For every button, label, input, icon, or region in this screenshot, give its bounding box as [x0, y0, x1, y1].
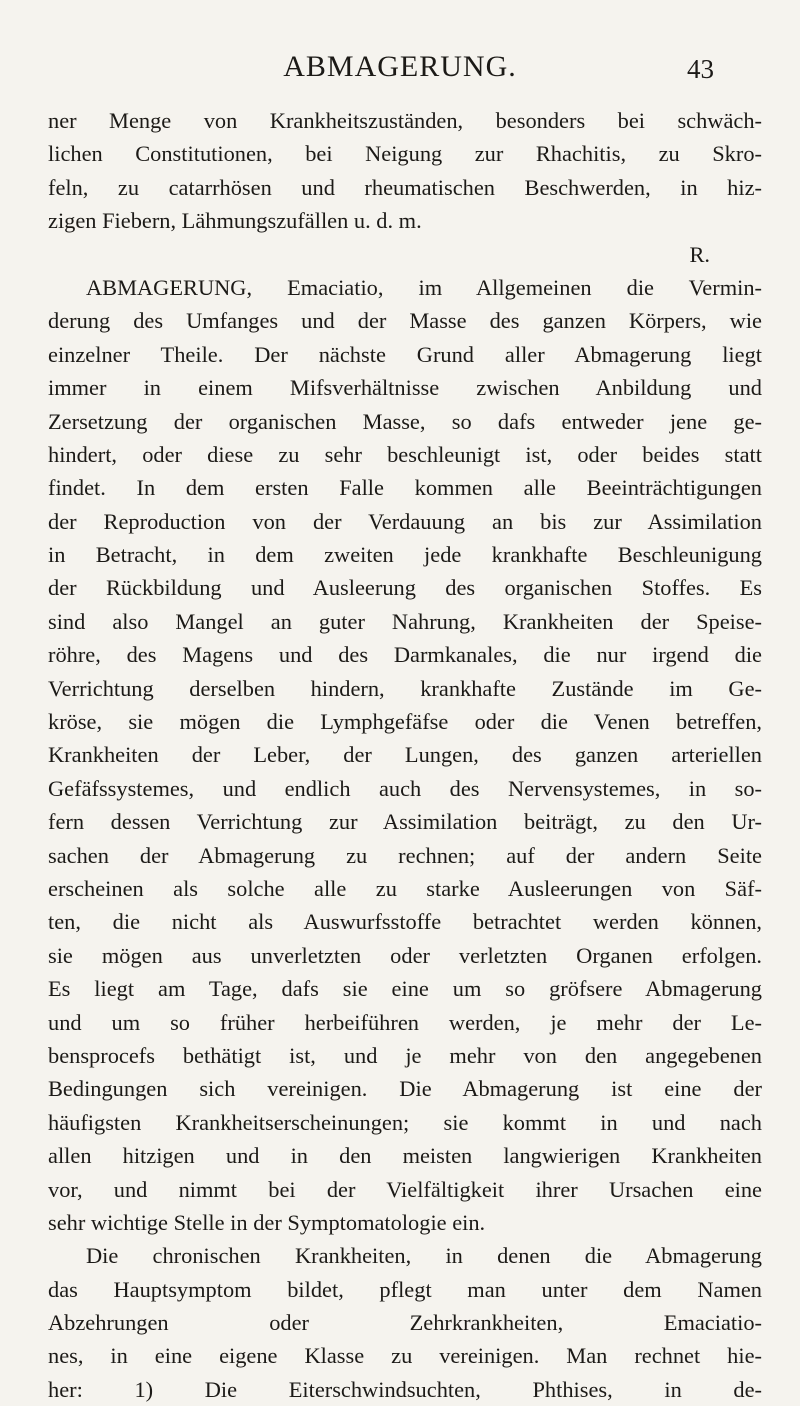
text-line: erscheinen als solche alle zu starke Ausleerungen von Säf-	[48, 875, 762, 901]
text-line: Zersetzung der organischen Masse, so dafs entweder jene ge-	[48, 408, 762, 434]
text-line: her: 1) Die Eiterschwindsuchten, Phthises, in de-	[48, 1376, 762, 1402]
text-line: das Hauptsymptom bildet, pflegt man unter dem Namen	[48, 1276, 762, 1302]
text-line: häufigsten Krankheitserscheinungen; sie kommt in und nach	[48, 1109, 762, 1135]
text-line: allen hitzigen und in den meisten langwierigen Krankheiten	[48, 1143, 762, 1169]
text-line: sachen der Abmagerung zu rechnen; auf der andern Seite	[48, 842, 762, 868]
text-line: feln, zu catarrhösen und rheumatischen Beschwerden, in hiz-	[48, 174, 762, 200]
author-signature: R.	[689, 241, 710, 267]
text-line: in Betracht, in dem zweiten jede krankhafte Beschleunigung	[48, 542, 762, 568]
text-line: sie mögen aus unverletzten oder verletzten Organen erfolgen.	[48, 942, 762, 968]
text-line: sehr wichtige Stelle in der Symptomatologie ein.	[48, 1209, 486, 1235]
text-line: Gefäfssystemes, und endlich auch des Nervensystemes, in so-	[48, 775, 762, 801]
text-line: immer in einem Mifsverhältnisse zwischen Anbildung und	[48, 375, 762, 401]
text-line: lichen Constitutionen, bei Neigung zur Rhachitis, zu Skro-	[48, 141, 762, 167]
running-head	[0, 48, 800, 88]
text-line: nes, in eine eigene Klasse zu vereinigen. Man rechnet hie-	[48, 1343, 762, 1369]
text-line: Bedingungen sich vereinigen. Die Abmagerung ist eine der	[48, 1076, 762, 1102]
text-line: ner Menge von Krankheitszuständen, besonders bei schwäch-	[48, 108, 762, 133]
text-line: vor, und nimmt bei der Vielfältigkeit ihrer Ursachen eine	[48, 1176, 762, 1202]
text-line: zigen Fiebern, Lähmungszufällen u. d. m.	[48, 208, 422, 234]
text-line: röhre, des Magens und des Darmkanales, die nur irgend die	[48, 642, 762, 668]
text-line: der Reproduction von der Verdauung an bis zur Assimilation	[48, 508, 762, 534]
text-line: Verrichtung derselben hindern, krankhafte Zustände im Ge-	[48, 675, 762, 701]
text-line: der Rückbildung und Ausleerung des organischen Stoffes. Es	[48, 575, 762, 601]
running-title: ABMAGERUNG.	[283, 50, 517, 83]
text-line: derung des Umfanges und der Masse des ganzen Körpers, wie	[48, 308, 762, 334]
text-line: einzelner Theile. Der nächste Grund aller Abmagerung liegt	[48, 341, 762, 367]
text-line: fern dessen Verrichtung zur Assimilation beiträgt, zu den Ur-	[48, 809, 762, 835]
entry-heading-line: ABMAGERUNG, Emaciatio, im Allgemeinen die Vermin-	[86, 274, 762, 300]
text-line: und um so früher herbeiführen werden, je mehr der Le-	[48, 1009, 762, 1035]
body-text	[48, 104, 762, 1406]
text-line: ten, die nicht als Auswurfsstoffe betrachtet werden können,	[48, 909, 762, 935]
page-number: 43	[687, 54, 714, 84]
text-line: findet. In dem ersten Falle kommen alle Beeinträchtigungen	[48, 475, 762, 501]
text-line: hindert, oder diese zu sehr beschleunigt ist, oder beides statt	[48, 441, 762, 467]
text-line: bensprocefs bethätigt ist, und je mehr von den angegebenen	[48, 1042, 762, 1068]
text-line: kröse, sie mögen die Lymphgefäfse oder die Venen betreffen,	[48, 709, 762, 735]
text-line: Abzehrungen oder Zehrkrankheiten, Emaciatio-	[48, 1310, 762, 1336]
paragraph-start-line: Die chronischen Krankheiten, in denen die Abmagerung	[86, 1243, 762, 1269]
text-line: Krankheiten der Leber, der Lungen, des ganzen arteriellen	[48, 742, 762, 768]
text-line: Es liegt am Tage, dafs sie eine um so gröfsere Abmagerung	[48, 976, 762, 1002]
text-line: sind also Mangel an guter Nahrung, Krankheiten der Speise-	[48, 608, 762, 634]
